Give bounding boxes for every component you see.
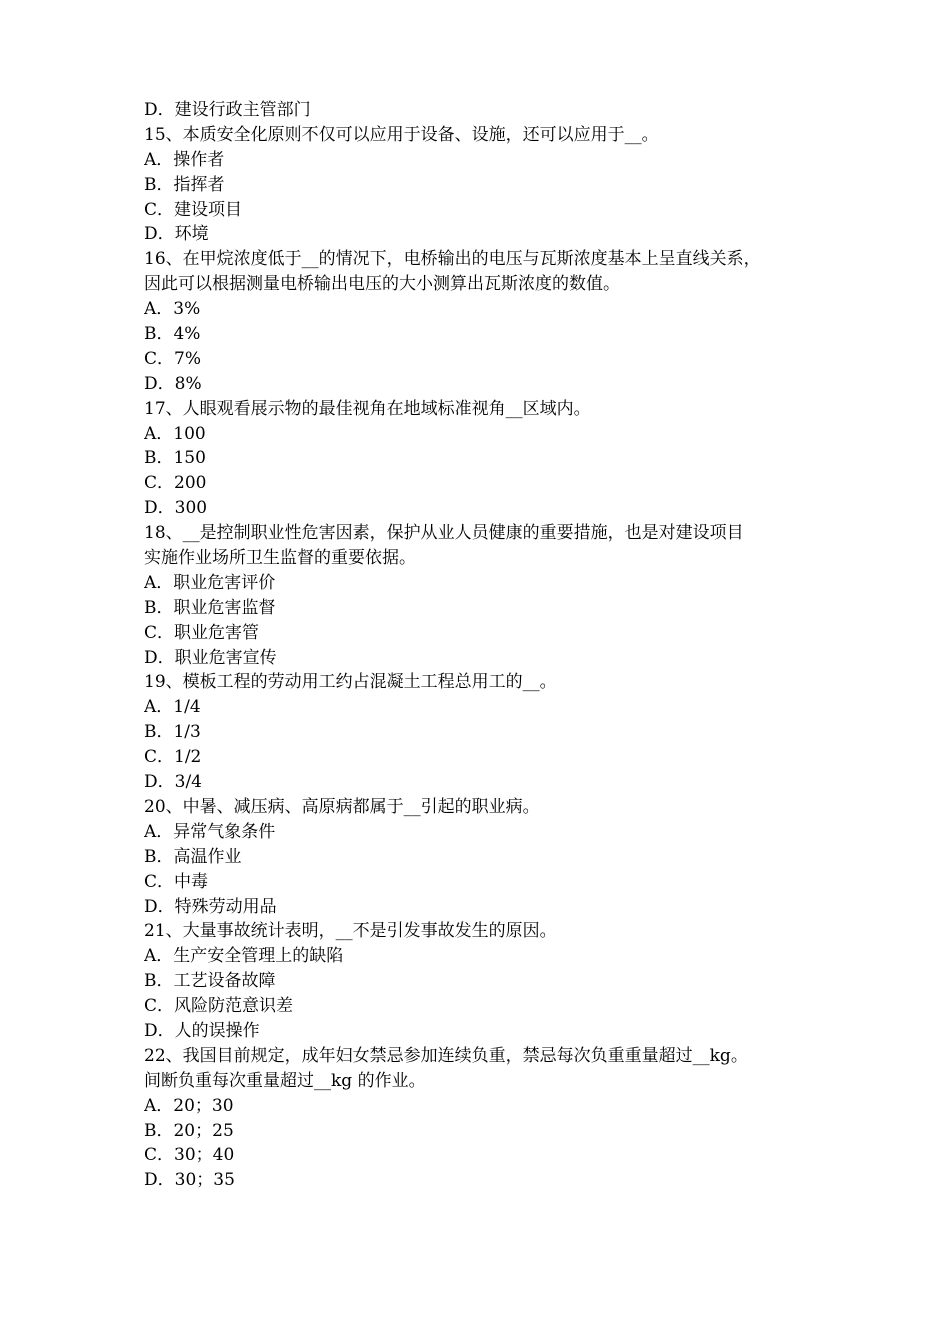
text-line: D．职业危害宣传 bbox=[144, 647, 277, 668]
text-line: C．职业危害管 bbox=[144, 622, 260, 643]
text-line: 18、__是控制职业性危害因素，保护从业人员健康的重要措施，也是对建设项目 bbox=[144, 523, 744, 544]
text-line: D．8% bbox=[144, 373, 202, 394]
text-line: 22、我国目前规定，成年妇女禁忌参加连续负重，禁忌每次负重重量超过__kg。 bbox=[144, 1045, 748, 1066]
text-line: B．20；25 bbox=[144, 1120, 234, 1141]
text-line: B．150 bbox=[144, 448, 206, 469]
text-line: A．异常气象条件 bbox=[144, 821, 276, 842]
text-line: 间断负重每次重量超过__kg 的作业。 bbox=[144, 1070, 426, 1091]
text-line: A．3% bbox=[144, 299, 201, 320]
text-line: B．4% bbox=[144, 324, 201, 345]
text-line: 16、在甲烷浓度低于__的情况下，电桥输出的电压与瓦斯浓度基本上呈直线关系， bbox=[144, 249, 761, 270]
text-line: A．职业危害评价 bbox=[144, 572, 276, 593]
text-line: B．指挥者 bbox=[144, 174, 225, 195]
text-line: C．7% bbox=[144, 348, 201, 369]
text-line: C．30；40 bbox=[144, 1145, 235, 1166]
text-line: C．风险防范意识差 bbox=[144, 996, 294, 1017]
text-line: 实施作业场所卫生监督的重要依据。 bbox=[144, 548, 416, 569]
text-line: B．工艺设备故障 bbox=[144, 971, 276, 992]
text-line: 19、模板工程的劳动用工约占混凝土工程总用工的__。 bbox=[144, 672, 557, 693]
text-line: C．中毒 bbox=[144, 871, 209, 892]
text-line: C．1/2 bbox=[144, 747, 202, 768]
text-line: D．特殊劳动用品 bbox=[144, 896, 277, 917]
text-line: 20、中暑、减压病、高原病都属于__引起的职业病。 bbox=[144, 796, 540, 817]
text-line: D．建设行政主管部门 bbox=[144, 100, 311, 120]
text-line: B．高温作业 bbox=[144, 846, 242, 867]
text-line: 21、大量事故统计表明，__不是引发事故发生的原因。 bbox=[144, 921, 557, 942]
text-line: A．100 bbox=[144, 423, 206, 444]
text-line: C．200 bbox=[144, 473, 207, 494]
text-line: 17、人眼观看展示物的最佳视角在地域标准视角__区域内。 bbox=[144, 398, 591, 419]
text-line: D．环境 bbox=[144, 224, 209, 245]
text-line: D．人的误操作 bbox=[144, 1020, 260, 1041]
text-line: D．300 bbox=[144, 498, 208, 519]
text-line: B．1/3 bbox=[144, 722, 201, 743]
text-line: A．1/4 bbox=[144, 697, 201, 718]
text-line: A．操作者 bbox=[144, 149, 225, 170]
text-line: 因此可以根据测量电桥输出电压的大小测算出瓦斯浓度的数值。 bbox=[144, 274, 620, 295]
text-line: D．3/4 bbox=[144, 772, 202, 793]
text-line: B．职业危害监督 bbox=[144, 597, 276, 618]
text-line: A．20；30 bbox=[144, 1095, 234, 1116]
text-line: 15、本质安全化原则不仅可以应用于设备、设施，还可以应用于__。 bbox=[144, 124, 659, 145]
text-line: D．30；35 bbox=[144, 1170, 235, 1191]
document-body bbox=[144, 98, 824, 1193]
text-line: A．生产安全管理上的缺陷 bbox=[144, 946, 344, 967]
text-line: C．建设项目 bbox=[144, 199, 243, 220]
